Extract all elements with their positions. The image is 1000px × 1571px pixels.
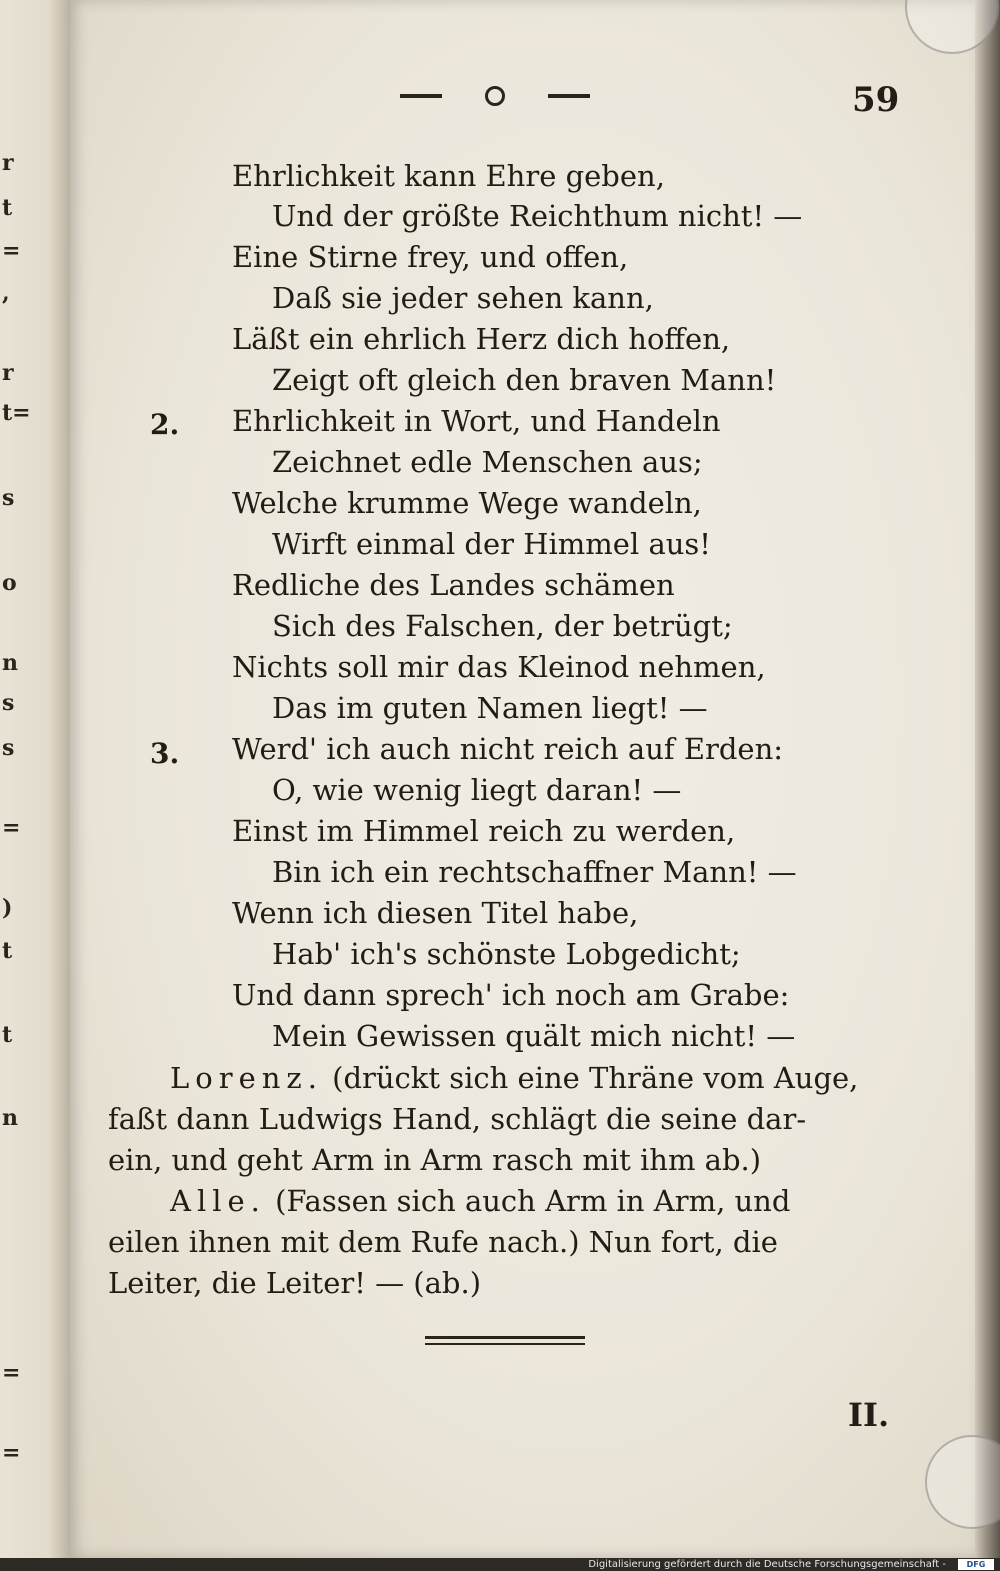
verse-line: Mein Gewissen quält mich nicht! — [272,1019,796,1053]
stage-direction-line: eilen ihnen mit dem Rufe nach.) Nun fort, die [108,1225,778,1259]
stage-direction-text: (Fassen sich auch Arm in Arm, und [275,1184,791,1218]
stage-direction-line: Leiter, die Leiter! — (ab.) [108,1266,482,1300]
prev-page-fragment: t [2,1022,13,1048]
speaker-name: Alle. [170,1184,266,1218]
prev-page-fragment: s [2,485,15,511]
verse-line: Redliche des Landes schämen [232,568,675,602]
verse-number: 2. [150,408,180,441]
prev-page-fragment: , [2,280,10,306]
verse-line: Und dann sprech' ich noch am Grabe: [232,978,790,1012]
verse-line: Daß sie jeder sehen kann, [272,281,654,315]
prev-page-fragment: n [2,1105,18,1131]
verse-line: Eine Stirne frey, und offen, [232,240,629,274]
closing-rule [425,1343,585,1345]
verse-line: Einst im Himmel reich zu werden, [232,814,736,848]
stage-direction-line: faßt dann Ludwigs Hand, schlägt die seine dar- [108,1102,807,1136]
header-ornament [400,84,590,108]
verse-line: Ehrlichkeit in Wort, und Handeln [232,404,721,438]
verse-line: Läßt ein ehrlich Herz dich hoffen, [232,322,731,356]
prev-page-fragment: r [2,150,14,176]
verse-line: Zeichnet edle Menschen aus; [272,445,703,479]
page-number: 59 [852,80,900,120]
stage-direction-line [170,1061,859,1095]
prev-page-fragment: ) [2,895,13,921]
dfg-logo: DFG [958,1559,994,1570]
prev-page-fragment: s [2,690,15,716]
verse-line: Wenn ich diesen Titel habe, [232,896,639,930]
verse-line: Zeigt oft gleich den braven Mann! [272,363,777,397]
stage-direction-line: ein, und geht Arm in Arm rasch mit ihm ab.) [108,1143,762,1177]
prev-page-fragment: t [2,195,13,221]
verse-line: Wirft einmal der Himmel aus! [272,527,711,561]
catchword: II. [848,1396,890,1434]
stage-direction-text: (drückt sich eine Thräne vom Auge, [332,1061,859,1095]
prev-page-fragment: r [2,360,14,386]
verse-line: Bin ich ein rechtschaffner Mann! — [272,855,797,889]
closing-rule [425,1336,585,1339]
verse-line: Und der größte Reichthum nicht! — [272,199,803,233]
prev-page-fragment: t= [2,400,31,426]
verse-number: 3. [150,737,180,770]
verse-line: Werd' ich auch nicht reich auf Erden: [232,732,784,766]
verse-line: O, wie wenig liegt daran! — [272,773,682,807]
verse-line: Hab' ich's schönste Lobgedicht; [272,937,741,971]
stage-direction-line [170,1184,791,1218]
prev-page-fragment: = [2,1440,21,1466]
prev-page-fragment: = [2,1360,21,1386]
prev-page-fragment: s [2,735,15,761]
verse-line: Welche krumme Wege wandeln, [232,486,702,520]
prev-page-fragment: n [2,650,18,676]
prev-page-fragment: o [2,570,17,596]
previous-page-edge [0,0,72,1571]
page-edge-shadow [975,0,1000,1558]
prev-page-fragment: = [2,815,21,841]
verse-line: Sich des Falschen, der betrügt; [272,609,733,643]
verse-line: Nichts soll mir das Kleinod nehmen, [232,650,766,684]
digitization-credit: Digitalisierung gefördert durch die Deutsche Forschungsgemeinschaft - [0,1558,1000,1571]
speaker-name: Lorenz. [170,1061,323,1095]
verse-line: Das im guten Namen liegt! — [272,691,708,725]
prev-page-fragment: t [2,938,13,964]
verse-line: Ehrlichkeit kann Ehre geben, [232,159,665,193]
prev-page-fragment: = [2,238,21,264]
